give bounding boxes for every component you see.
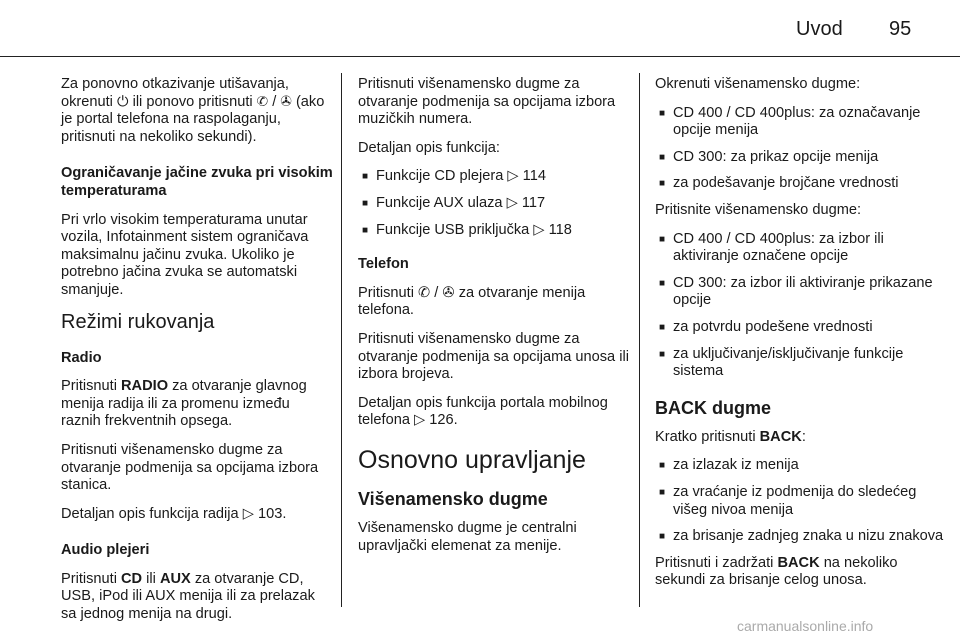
list-item: ■ Funkcije AUX ulaza ▷ 117	[358, 195, 633, 213]
radio-paragraph-3: Detaljan opis funkcija radija ▷ 103.	[61, 505, 287, 522]
column-divider-1	[341, 73, 342, 607]
header-rule	[0, 56, 960, 57]
back-heading: BACK dugme	[655, 397, 771, 418]
column-1	[61, 76, 333, 635]
mute-paragraph: Za ponovno otkazivanje utišavanja, okrenuti ⏻ ili ponovo pritisnuti ✆ / ✇ (ako je portal telefona na raspolaganju, pritisnuti na nekoliko sekundi).	[61, 76, 325, 145]
watermark: carmanualsonline.info	[737, 618, 874, 634]
radio-paragraph: Pritisnuti RADIO za otvaranje glavnog menija radija ili za promenu između raznih frekventnih opsega.	[61, 378, 307, 430]
multi-heading: Višenamensko dugme	[358, 488, 548, 509]
back-intro: Kratko pritisnuti BACK:	[655, 428, 806, 445]
page-number: 95	[889, 18, 912, 40]
list-item: ■ za vraćanje iz podmenija do sledećeg višeg nivoa menija	[655, 484, 945, 519]
back-hold-paragraph: Pritisnuti i zadržati BACK na nekoliko sekundi za brisanje celog unosa.	[655, 554, 898, 589]
temp-heading: Ograničavanje jačine zvuka pri visokim temperaturama	[61, 165, 333, 199]
list-item: ■ CD 400 / CD 400plus: za označavanje opcije menija	[655, 105, 945, 140]
radio-heading: Radio	[61, 349, 102, 366]
press-intro: Pritisnite višenamensko dugme:	[655, 201, 862, 218]
list-item: ■ CD 400 / CD 400plus: za izbor ili aktiviranje označene opcije	[655, 231, 945, 266]
page-header-title: Uvod	[796, 18, 843, 40]
list-item: ■ za brisanje zadnjeg znaka u nizu znakova	[655, 528, 945, 546]
audio-heading: Audio plejeri	[61, 542, 150, 559]
turn-intro: Okrenuti višenamensko dugme:	[655, 76, 861, 92]
phone-paragraph-2: Pritisnuti višenamensko dugme za otvaranje podmenija sa opcijama unosa ili izbora brojeva.	[358, 330, 629, 383]
temp-paragraph: Pri vrlo visokim temperaturama unutar vozila, Infotainment sistem ograničava maksimalnu jačinu zvuka. Ukoliko je potrebno jačina zvuka se automatski smanjuje.	[61, 211, 309, 298]
multi-paragraph: Višenamensko dugme je centralni upravljački elemenat za menije.	[358, 519, 577, 554]
list-item: ■ CD 300: za izbor ili aktiviranje prikazane opcije	[655, 275, 945, 310]
radio-paragraph-2: Pritisnuti višenamensko dugme za otvaranje podmenija sa opcijama izbora stanica.	[61, 441, 319, 494]
functions-intro: Detaljan opis funkcija:	[358, 139, 500, 156]
list-item: ■ za podešavanje brojčane vrednosti	[655, 175, 945, 193]
list-item: ■ Funkcije CD plejera ▷ 114	[358, 168, 633, 186]
column-3	[655, 76, 945, 601]
phone-paragraph-3: Detaljan opis funkcija portala mobilnog telefona ▷ 126.	[358, 394, 608, 429]
column-divider-2	[639, 73, 640, 607]
function-list	[358, 168, 633, 239]
back-list	[655, 457, 945, 545]
list-item: ■ za potvrdu podešene vrednosti	[655, 319, 945, 337]
list-item: ■ CD 300: za prikaz opcije menija	[655, 149, 945, 167]
column-2	[358, 76, 633, 566]
basic-heading: Osnovno upravljanje	[358, 445, 586, 474]
press-list	[655, 231, 945, 381]
phone-heading: Telefon	[358, 256, 409, 273]
turn-list	[655, 105, 945, 193]
list-item: ■ za izlazak iz menija	[655, 457, 945, 475]
phone-paragraph: Pritisnuti ✆ / ✇ za otvaranje menija telefona.	[358, 284, 586, 319]
list-item: ■ za uključivanje/isključivanje funkcije sistema	[655, 346, 945, 381]
modes-heading: Režimi rukovanja	[61, 310, 215, 333]
audio-paragraph: Pritisnuti CD ili AUX za otvaranje CD, USB, iPod ili AUX menija ili za prelazak sa jednog menija na drugi.	[61, 570, 315, 623]
music-paragraph: Pritisnuti višenamensko dugme za otvaranje podmenija sa opcijama izbora muzičkih numera.	[358, 76, 616, 128]
list-item: ■ Funkcije USB priključka ▷ 118	[358, 222, 633, 240]
